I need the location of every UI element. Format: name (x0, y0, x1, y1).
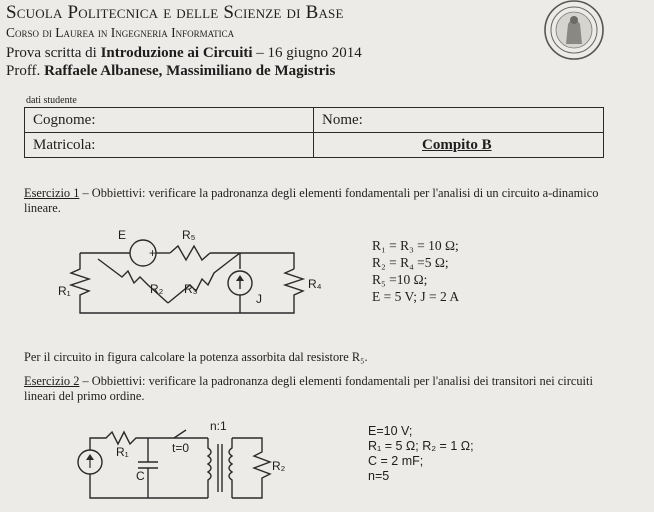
c1-R5-label: R₅ (182, 228, 196, 242)
e2-param-row: C = 2 mF; (368, 454, 424, 468)
exercise2-objective-text: – Obbiettivi: verificare la padronanza degli elementi fondamentali per l'analisi dei transitori nei circuiti lineari del primo ordine. (24, 374, 593, 403)
c2-n1-label: n:1 (210, 419, 227, 433)
exercise1-objective-text: – Obbiettivi: verificare la padronanza degli elementi fondamentali per l'analisi di un circuito a-dinamico lineare. (24, 186, 599, 215)
e1-param-row: R₅ =10 Ω; (372, 272, 428, 287)
exercise1-title: Esercizio 1 (24, 186, 80, 200)
circuit1-diagram (58, 225, 322, 325)
compito-label: Compito B (422, 136, 492, 153)
c1-J-label: J (256, 292, 262, 306)
matricola-field[interactable]: Matricola: (25, 133, 314, 158)
e1-param-row: R₁ = R₃ = 10 Ω; (372, 238, 459, 253)
compito-cell (314, 133, 604, 158)
exam-prefix: Prova scritta di (6, 45, 101, 61)
cognome-field[interactable]: Cognome: (25, 108, 314, 133)
e2-param-row: E=10 V; (368, 424, 413, 438)
c1-E-label: E (118, 228, 127, 242)
c2-R1-label: R₁ (116, 445, 129, 459)
c1-plus-label: + (149, 246, 157, 260)
c1-R2-label: R₂ (150, 282, 164, 296)
c1-R1-label: R₁ (58, 284, 71, 298)
student-data-table (24, 107, 604, 158)
e1-param-row: E = 5 V; J = 2 A (372, 289, 460, 304)
prof-prefix: Proff. (6, 63, 45, 79)
c1-R3-label: R₃ (184, 282, 198, 296)
course-name: Corso di Laurea in Ingegneria Informatica (6, 25, 235, 40)
exam-date: – 16 giugno 2014 (252, 45, 362, 61)
c1-R4-label: R₄ (308, 277, 322, 291)
e1-param-row: R₂ = R₄ =5 Ω; (372, 255, 449, 270)
exam-title (6, 45, 362, 62)
exercise1-params (372, 237, 459, 305)
circuit2-diagram (76, 418, 296, 510)
exercise2-title: Esercizio 2 (24, 374, 80, 388)
e2-param-row: R₁ = 5 Ω; R₂ = 1 Ω; (368, 439, 474, 453)
professors-line (6, 63, 335, 80)
student-section-label: dati studente (26, 95, 77, 106)
university-seal-icon (524, 0, 624, 66)
school-name: Scuola Politecnica e delle Scienze di Base (6, 2, 344, 23)
c2-t0-label: t=0 (172, 441, 190, 455)
nome-field[interactable]: Nome: (314, 108, 604, 133)
exercise2-objective (24, 374, 622, 404)
exercise2-params (368, 424, 474, 484)
e2-param-row: n=5 (368, 469, 390, 483)
professors: Raffaele Albanese, Massimiliano de Magistris (44, 63, 336, 79)
c2-C-label: C (136, 469, 145, 483)
exercise1-objective (24, 186, 622, 216)
exam-subject: Introduzione ai Circuiti (100, 45, 253, 61)
c2-R2-label: R₂ (272, 459, 286, 473)
exercise1-question: Per il circuito in figura calcolare la potenza assorbita dal resistore R₅. (24, 350, 368, 364)
